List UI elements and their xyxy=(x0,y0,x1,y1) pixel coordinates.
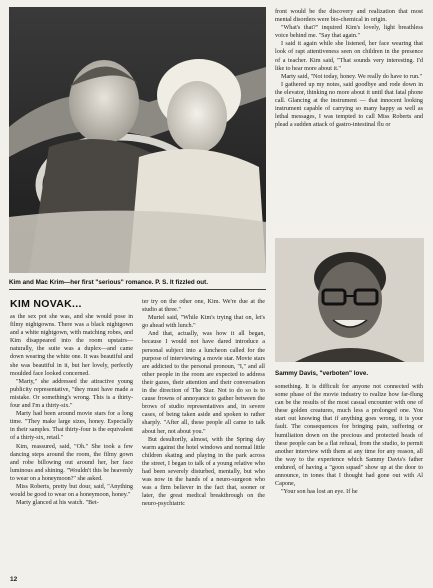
col3-paragraph: front would be the discovery and realization that most mental disorders were bio-chemical in origin. xyxy=(275,9,423,24)
col3-paragraph: I said it again while she listened, her face wearing that look of rapt attentiveness seen on children in the presence of a teacher. Kim said, "That sounds very interesting. I'd like to hear more about it." xyxy=(275,41,423,72)
photo-sammy-davis xyxy=(275,238,424,362)
col1-paragraph: as the sex pot she was, and she would pose in filmy nightgowns. There was a black nightgown and a white nightgown, with matching robes, and Kim disappeared into the room upstairs—naturally, the suite was a duplex—and came down wearing the white one. It was beautiful and she was beautiful in it, but her lovely, perfectly moulded face looked concerned. xyxy=(10,314,133,377)
caption-divider xyxy=(9,289,266,290)
column-2 xyxy=(142,298,265,508)
col2-paragraph: And that, actually, was how it all began, because I would not have dared introduce a personal subject into a luncheon called for the purpose of interviewing a movie star. Movie stars are addicted to the personal pronoun, "I," and all other people in the room are expected to address their gazes, their attention and their conversation in the direction of The Star. Not to do so is to cause frowns of annoyance to gather between the brows of studio representatives and, in severe cases, of being taken aside and spoken to rather sharply. "After all, these people all came to talk about her, not about you." xyxy=(142,331,265,435)
col2-paragraph: But desultorily, almost, with the Spring day warm against the hotel windows and normal little children skating and playing in the park across the street, I began to talk of a young relative who had been severely disturbed, mentally, but who was now in the hands of a neuro-surgeon who was a firm believer in the fact that, sooner or later, the great medical breakthrough on the neuro-psychiatric xyxy=(142,436,265,508)
photo2-caption: Sammy Davis, "verboten" love. xyxy=(275,370,369,377)
col3b-paragraph: something. It is difficult for anyone not connected with some phase of the movie industry to realize how far-flung can be the results of the most casual encounter with one of these golden creatures, much less a prolonged one. You start out knowing that if anything goes wrong, it is your fault. The consequences for bringing pain, suffering or humiliation down on the precious and protected heads of these people can be a flat refusal, from the studio, to permit another interview with them at any time for any reason, all the way to the experience which Sammy Davis's father endured, of having a "goon squad" show up at the door to announce, in tones that I thought had gone out with Al Capone, xyxy=(275,384,423,488)
photo1-caption: Kim and Mac Krim—her first "serious" romance. P. S. It fizzled out. xyxy=(9,279,209,286)
sammy-photo-image xyxy=(275,238,424,362)
column-3-bottom xyxy=(275,383,423,496)
col1-paragraph: Marty glanced at his watch. "Bet- xyxy=(16,500,99,507)
col1-paragraph: Marty had been around movie stars for a long time. "They make large sizes, honey. Especially in their samples. That thirty-four is the equivalent of a thirty-six, retail." xyxy=(10,411,133,442)
column-3-top xyxy=(275,8,423,129)
col1-paragraph: Miss Roberts, pretty but dour, said, "Anything would be good to wear on a honeymoon, honey." xyxy=(10,483,133,499)
col2-paragraph: Muriel said, "While Kim's trying that on, let's go ahead with lunch." xyxy=(142,315,265,330)
car-photo-image xyxy=(9,7,266,273)
column-1 xyxy=(10,313,133,507)
col3-paragraph: "What's that?" inquired Kim's lovely, light breathless voice behind me. "Say that again." xyxy=(275,25,423,40)
col2-paragraph: ter try on the other one, Kim. We're due at the studio at three." xyxy=(142,299,265,314)
article-headline: KIM NOVAK... xyxy=(10,298,82,310)
col3b-paragraph: "Your son has lost an eye. If he xyxy=(281,489,358,496)
page-number: 12 xyxy=(10,576,18,583)
col3-paragraph: I gathered up my notes, said goodbye and rode down in the elevator, thinking no more about it until that fatal phone call. Glancing at the instrument — that innocent looking instrument capable of carrying so many happy as well as lethal messages, I was tempted to call Miss Roberts and plead a sudden attack of gastro-intestinal flu or xyxy=(275,81,423,129)
col1-paragraph: "Marty," she addressed the attractive young publicity representative, "they must have made a mistake. Or something's wrong. This is a thirty-four and I'm a thirty-six." xyxy=(10,378,133,410)
col1-paragraph: Kim, reassured, said, "Oh." She took a few dancing steps around the room, the filmy gown and robe billowing out around her, her face luminous and shining. "Wouldn't this be heavenly to wear on a honeymoon?" she asked. xyxy=(10,443,133,482)
photo-kim-and-mac xyxy=(9,7,266,273)
col3-paragraph: Marty said, "Not today, honey. We really do have to run." xyxy=(281,73,423,80)
